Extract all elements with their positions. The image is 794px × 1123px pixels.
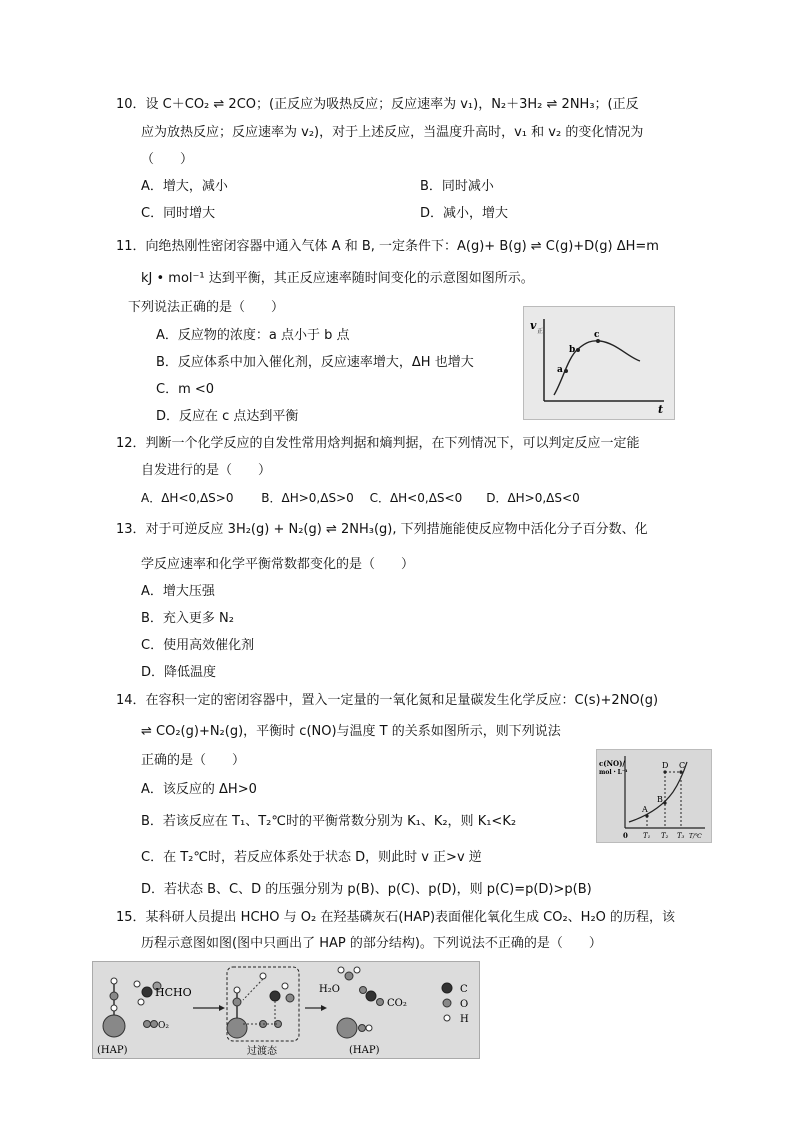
q14-graph <box>597 750 711 842</box>
q14-concentration-temperature-figure <box>596 749 712 843</box>
q14-t1-label: T₁ <box>643 832 651 840</box>
q15-legend-c: C <box>460 984 468 995</box>
q12-line1: 12．判断一个化学反应的自发性常用焓判据和熵判据，在下列情况下，可以判定反应一定能 <box>116 436 640 451</box>
q11-x-label: t <box>658 403 664 416</box>
q15-line2: 历程示意图如图(图中只画出了 HAP 的部分结构)。下列说法不正确的是（ ） <box>141 936 602 951</box>
q10-option-b: B．同时减小 <box>420 179 494 194</box>
q14-y-label-2: mol・L⁻¹ <box>599 769 628 776</box>
q14-option-a: A．该反应的 ΔH>0 <box>141 782 257 797</box>
q11-rate-curve <box>554 341 640 395</box>
q14-label-d: D <box>662 761 669 770</box>
q11-line3: 下列说法正确的是（ ） <box>128 300 285 315</box>
q12-options: A．ΔH<0,ΔS>0 B．ΔH>0,ΔS>0 C．ΔH<0,ΔS<0 D．ΔH>0,ΔS<0 <box>141 491 580 505</box>
q11-line1: 11．向绝热刚性密闭容器中通入气体 A 和 B, 一定条件下：A(g)+ B(g) ⇌ C(g)+D(g) ΔH=m <box>116 239 659 254</box>
q15-legend <box>442 983 469 1025</box>
q14-option-b: B．若该反应在 T₁、T₂℃时的平衡常数分别为 K₁、K₂，则 K₁<K₂ <box>141 814 517 829</box>
q11-label-b: b <box>569 345 576 355</box>
q14-label-a: A <box>642 805 648 814</box>
q11-rate-graph <box>524 307 674 419</box>
q13-line1: 13．对于可逆反应 3H₂(g) + N₂(g) ⇌ 2NH₃(g), 下列措施能使反应物中活化分子百分数、化 <box>116 522 648 537</box>
q14-t3-label: T₃ <box>677 832 685 840</box>
q10-line3: （ ） <box>141 152 194 167</box>
q14-y-label-1: c(NO)/ <box>599 759 625 768</box>
q14-option-c: C．在 T₂℃时，若反应体系处于状态 D，则此时 v 正>v 逆 <box>141 850 482 865</box>
q15-legend-h: H <box>460 1014 469 1025</box>
q14-point-a <box>645 814 648 817</box>
q10-option-a: A．增大，减小 <box>141 179 228 194</box>
q14-label-c: C <box>679 761 686 770</box>
q15-hcho-label: HCHO <box>155 986 192 999</box>
q14-origin: 0 <box>623 831 628 840</box>
q14-t2-label: T₂ <box>661 832 669 840</box>
q14-option-d: D．若状态 B、C、D 的压强分别为 p(B)、p(C)、p(D)，则 p(C)=p(D)>p(B) <box>141 882 592 897</box>
q15-h2o-label: H₂O <box>319 984 340 995</box>
q15-mechanism-figure <box>92 961 480 1059</box>
q15-hap-label-2: (HAP) <box>349 1045 380 1056</box>
q11-label-a: a <box>557 365 563 375</box>
q11-rate-time-figure <box>523 306 675 420</box>
q11-point-a <box>564 369 568 373</box>
q14-line3: 正确的是（ ） <box>141 753 246 768</box>
q14-curve <box>629 762 687 822</box>
q11-y-label: v <box>530 319 537 332</box>
q13-option-c: C．使用高效催化剂 <box>141 638 255 653</box>
q13-option-d: D．降低温度 <box>141 665 217 680</box>
q11-option-b: B．反应体系中加入催化剂，反应速率增大，ΔH 也增大 <box>156 355 474 370</box>
q10-option-c: C．同时增大 <box>141 206 216 221</box>
q10-line1: 10．设 C＋CO₂ ⇌ 2CO；(正反应为吸热反应；反应速率为 v₁)，N₂＋3H₂ ⇌ 2NH₃；(正反 <box>116 97 639 112</box>
q15-legend-o: O <box>460 999 469 1010</box>
q15-ts-label: 过渡态 <box>247 1046 277 1057</box>
q11-y-label-sub: 正 <box>537 328 544 335</box>
q14-x-label: T/℃ <box>689 833 702 840</box>
q15-o2-label: O₂ <box>158 1021 169 1031</box>
q15-reactants <box>97 978 192 1056</box>
q15-transition-state <box>227 967 299 1057</box>
q13-line2: 学反应速率和化学平衡常数都变化的是（ ） <box>141 557 415 572</box>
q11-option-d: D．反应在 c 点达到平衡 <box>156 409 299 424</box>
q11-line2: kJ • mol⁻¹ 达到平衡，其正反应速率随时间变化的示意图如图所示。 <box>141 271 534 286</box>
q13-option-b: B．充入更多 N₂ <box>141 611 234 626</box>
q11-label-c: c <box>594 330 600 340</box>
q11-point-b <box>576 348 580 352</box>
q10-option-d: D．减小，增大 <box>420 206 509 221</box>
q15-products <box>319 967 407 1056</box>
q14-point-b <box>663 801 666 804</box>
q15-co2-label: CO₂ <box>387 998 407 1009</box>
q13-option-a: A．增大压强 <box>141 584 215 599</box>
q14-line1: 14．在容积一定的密闭容器中，置入一定量的一氧化氮和足量碳发生化学反应：C(s)+2NO(g) <box>116 693 659 708</box>
q15-hap-sphere-1 <box>103 1015 125 1037</box>
q14-point-c <box>679 770 682 773</box>
q14-label-b: B <box>657 795 663 804</box>
q15-line1: 15．某科研人员提出 HCHO 与 O₂ 在羟基磷灰石(HAP)表面催化氧化生成 CO₂、H₂O 的历程，该 <box>116 910 676 925</box>
q15-hap-label-1: (HAP) <box>97 1045 128 1056</box>
q11-option-c: C．m <0 <box>156 382 215 397</box>
q12-line2: 自发进行的是（ ） <box>141 463 272 478</box>
q14-line2: ⇌ CO₂(g)+N₂(g)，平衡时 c(NO)与温度 T 的关系如图所示，则下列说法 <box>141 724 561 739</box>
q11-option-a: A．反应物的浓度：a 点小于 b 点 <box>156 328 350 343</box>
q10-line2: 应为放热反应；反应速率为 v₂)，对于上述反应，当温度升高时，v₁ 和 v₂ 的变化情况为 <box>141 125 644 140</box>
q14-point-d <box>663 770 666 773</box>
q15-mechanism-diagram <box>93 962 479 1058</box>
